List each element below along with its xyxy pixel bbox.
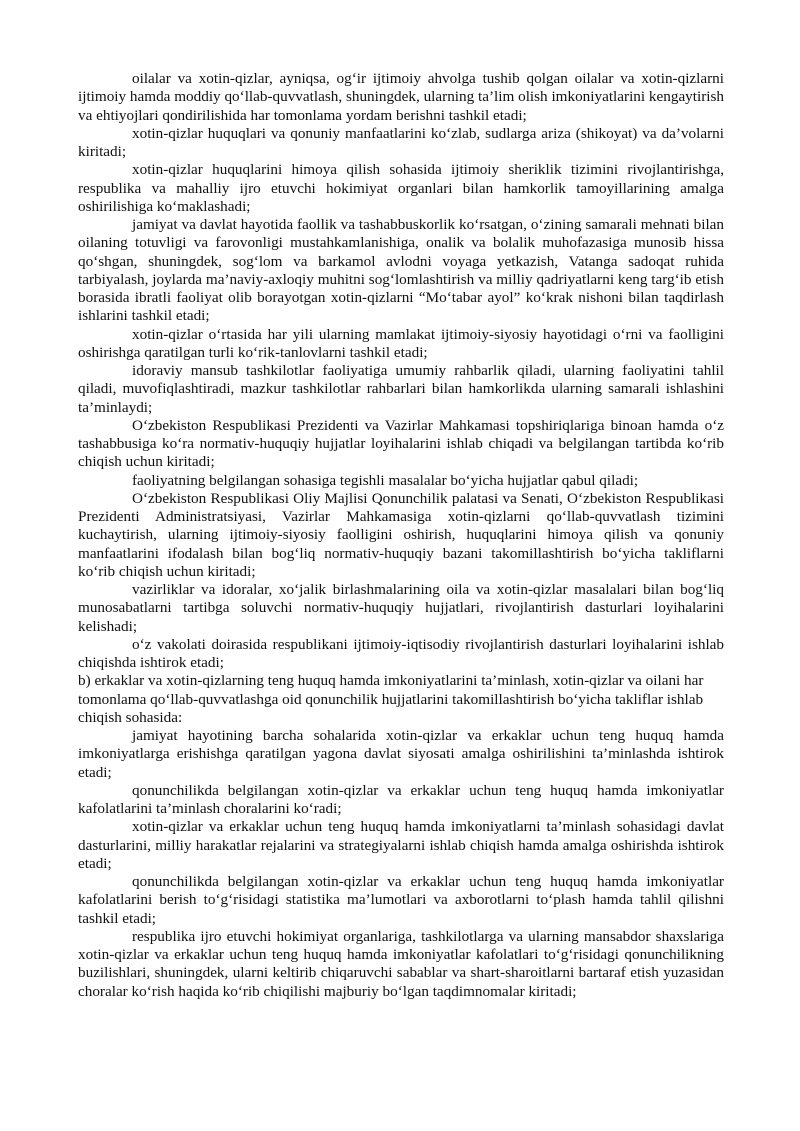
paragraph: xotin-qizlar va erkaklar uchun teng huquq hamda imkoniyatlarni ta’minlash sohasidagi davlat dasturlarini, milliy harakatlar rejalarini va strategiyalarni ishlab chiqish hamda amalga oshirishda ishtirok etadi; [78, 818, 724, 872]
paragraph: respublika ijro etuvchi hokimiyat organlariga, tashkilotlarga va ularning mansabdor shaxslariga xotin-qizlar va erkaklar uchun teng huquq hamda imkoniyatlar kafolatlari to‘g‘risidagi qonunchilikning buzilishlari, shuningdek, ularni keltirib chiqaruvchi sabablar va shart-sharoitlarni bartaraf etish yuzasidan choralar ko‘rish haqida ko‘rib chiqilishi majburiy bo‘lgan taqdimnomalar kiritadi; [78, 927, 724, 1000]
paragraph: jamiyat hayotining barcha sohalarida xotin-qizlar va erkaklar uchun teng huquq hamda imkoniyatlarga erishishga qaratilgan yagona davlat siyosati amalga oshirilishini ta’minlashda ishtirok etadi; [78, 727, 724, 781]
paragraph: xotin-qizlar huquqlari va qonuniy manfaatlarini ko‘zlab, sudlarga ariza (shikoyat) va da’volarni kiritadi; [78, 124, 724, 160]
paragraph: vazirliklar va idoralar, xo‘jalik birlashmalarining oila va xotin-qizlar masalalari bilan bog‘liq munosabatlarni tartibga soluvchi normativ-huquqiy hujjatlari, rivojlantirish dasturlari loyihalarini kelishadi; [78, 581, 724, 635]
section-heading-paragraph: b) erkaklar va xotin-qizlarning teng huquq hamda imkoniyatlarini ta’minlash, xotin-qizlar va oilani har tomonlama qo‘llab-quvvatlashga oid qonunchilik hujjatlarini takomillashtirish bo‘yicha takliflar ishlab chiqish sohasida: [78, 672, 704, 726]
paragraph: oilalar va xotin-qizlar, ayniqsa, og‘ir ijtimoiy ahvolga tushib qolgan oilalar va xotin-qizlarni ijtimoiy hamda moddiy qo‘llab-quvvatlash, shuningdek, ularning ta’lim olish imkoniyatlarini kengaytirish va ehtiyojlari qondirilishida har tomonlama yordam berishni tashkil etadi; [78, 70, 724, 124]
paragraph: o‘z vakolati doirasida respublikani ijtimoiy-iqtisodiy rivojlantirish dasturlari loyihalarini ishlab chiqishda ishtirok etadi; [78, 635, 724, 671]
paragraph: qonunchilikda belgilangan xotin-qizlar va erkaklar uchun teng huquq hamda imkoniyatlar kafolatlarini berish to‘g‘risidagi statistika ma’lumotlari va axborotlarni to‘plash hamda tahlil qilishni tashkil etadi; [78, 873, 724, 927]
paragraph: idoraviy mansub tashkilotlar faoliyatiga umumiy rahbarlik qiladi, ularning faoliyatini tahlil qiladi, muvofiqlashtiradi, mazkur tashkilotlar rahbarlari bilan hamkorlikda ularning samarali ishlashini ta’minlaydi; [78, 362, 724, 416]
document-body [78, 70, 724, 1001]
paragraph: O‘zbekiston Respublikasi Prezidenti va Vazirlar Mahkamasi topshiriqlariga binoan hamda o‘z tashabbusiga ko‘ra normativ-huquqiy hujjatlar loyihalarini ishlab chiqadi va belgilangan tartibda ko‘rib chiqish uchun kiritadi; [78, 416, 724, 471]
paragraph: O‘zbekiston Respublikasi Oliy Majlisi Qonunchilik palatasi va Senati, O‘zbekiston Respublikasi Prezidenti Administratsiyasi, Vazirlar Mahkamasiga xotin-qizlarni qo‘llab-quvvatlash tizimini kuchaytirish, ularning ijtimoiy-siyosiy faolligini oshirish, huquqlarini himoya qilish va qonuniy manfaatlarini ifodalash bilan bog‘liq normativ-huquqiy bazani takomillashtirish bo‘yicha takliflarni ko‘rib chiqish uchun kiritadi; [78, 489, 724, 580]
paragraph: faoliyatning belgilangan sohasiga tegishli masalalar bo‘yicha hujjatlar qabul qiladi; [132, 471, 639, 489]
paragraph: jamiyat va davlat hayotida faollik va tashabbuskorlik ko‘rsatgan, o‘zining samarali mehnati bilan oilaning totuvligi va farovonligi mustahkamlanishiga, onalik va bolalik muhofazasiga munosib hissa qo‘shgan, shuningdek, sog‘lom va barkamol avlodni voyaga yetkazish, Vatanga sadoqat ruhida tarbiyalash, joylarda ma’naviy-axloqiy muhitni sog‘lomlashtirish va milliy qadriyatlarni keng targ‘ib etish borasida ibratli faoliyat olib borayotgan xotin-qizlarni “Mo‘tabar ayol” ko‘krak nishoni bilan taqdirlash ishlarini tashkil etadi; [78, 216, 724, 325]
paragraph: xotin-qizlar huquqlarini himoya qilish sohasida ijtimoiy sheriklik tizimini rivojlantirishga, respublika va mahalliy ijro etuvchi hokimiyat organlari bilan hamkorlik tamoyillarining amalga oshirilishiga ko‘maklashadi; [78, 161, 724, 215]
paragraph: qonunchilikda belgilangan xotin-qizlar va erkaklar uchun teng huquq hamda imkoniyatlar kafolatlarini ta’minlash choralarini ko‘radi; [78, 781, 724, 817]
paragraph: xotin-qizlar o‘rtasida har yili ularning mamlakat ijtimoiy-siyosiy hayotidagi o‘rni va faolligini oshirishga qaratilgan turli ko‘rik-tanlovlarni tashkil etadi; [78, 325, 724, 361]
